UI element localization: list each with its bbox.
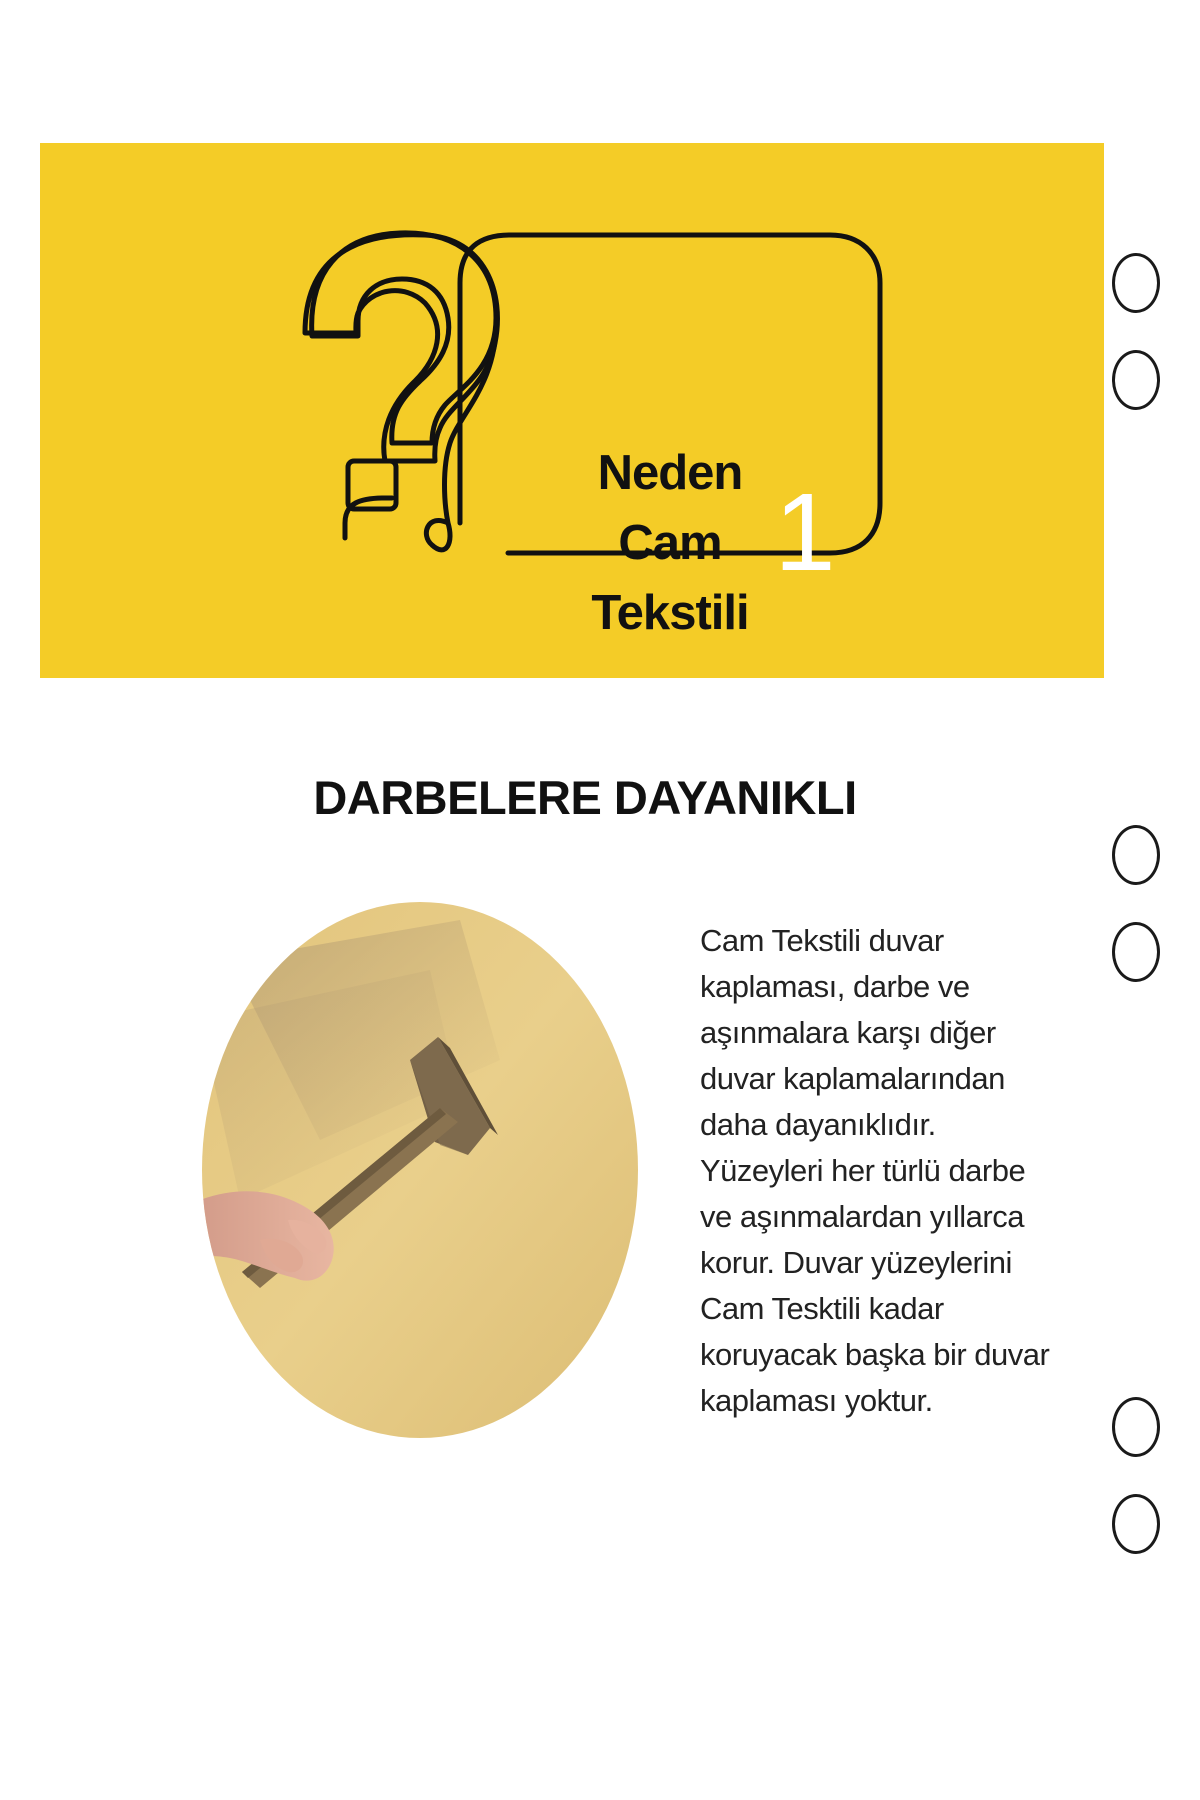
section-heading: DARBELERE DAYANIKLI [313,771,857,824]
binder-hole [1112,922,1160,982]
paragraph-line: korur. Duvar yüzeylerini [700,1245,1012,1280]
binder-hole [1112,350,1160,410]
paragraph-line: duvar kaplamalarından [700,1061,1005,1096]
title-banner [40,143,1104,678]
binder-hole [1112,1397,1160,1457]
paragraph-line: koruyacak başka bir duvar [700,1337,1050,1372]
paragraph-line: Yüzeyleri her türlü darbe [700,1153,1026,1188]
hammer-impact-photo [200,900,640,1440]
paragraph-line: daha dayanıklıdır. [700,1107,936,1142]
paragraph-line: ve aşınmalardan yıllarca [700,1199,1024,1234]
paragraph-line: kaplaması yoktur. [700,1383,933,1418]
banner-title-line: Tekstili [591,586,749,640]
banner-title [550,438,790,648]
paragraph-line: kaplaması, darbe ve [700,969,970,1004]
binder-hole [1112,825,1160,885]
paragraph-line: Cam Tekstili duvar [700,923,944,958]
description-paragraph [700,918,1080,1424]
binder-hole [1112,253,1160,313]
paragraph-line: aşınmalara karşı diğer [700,1015,996,1050]
banner-number: 1 [774,471,836,594]
banner-title-line: Cam [618,516,722,570]
banner-title-line: Neden [597,446,743,500]
binder-hole [1112,1494,1160,1554]
paragraph-line: Cam Tesktili kadar [700,1291,944,1326]
